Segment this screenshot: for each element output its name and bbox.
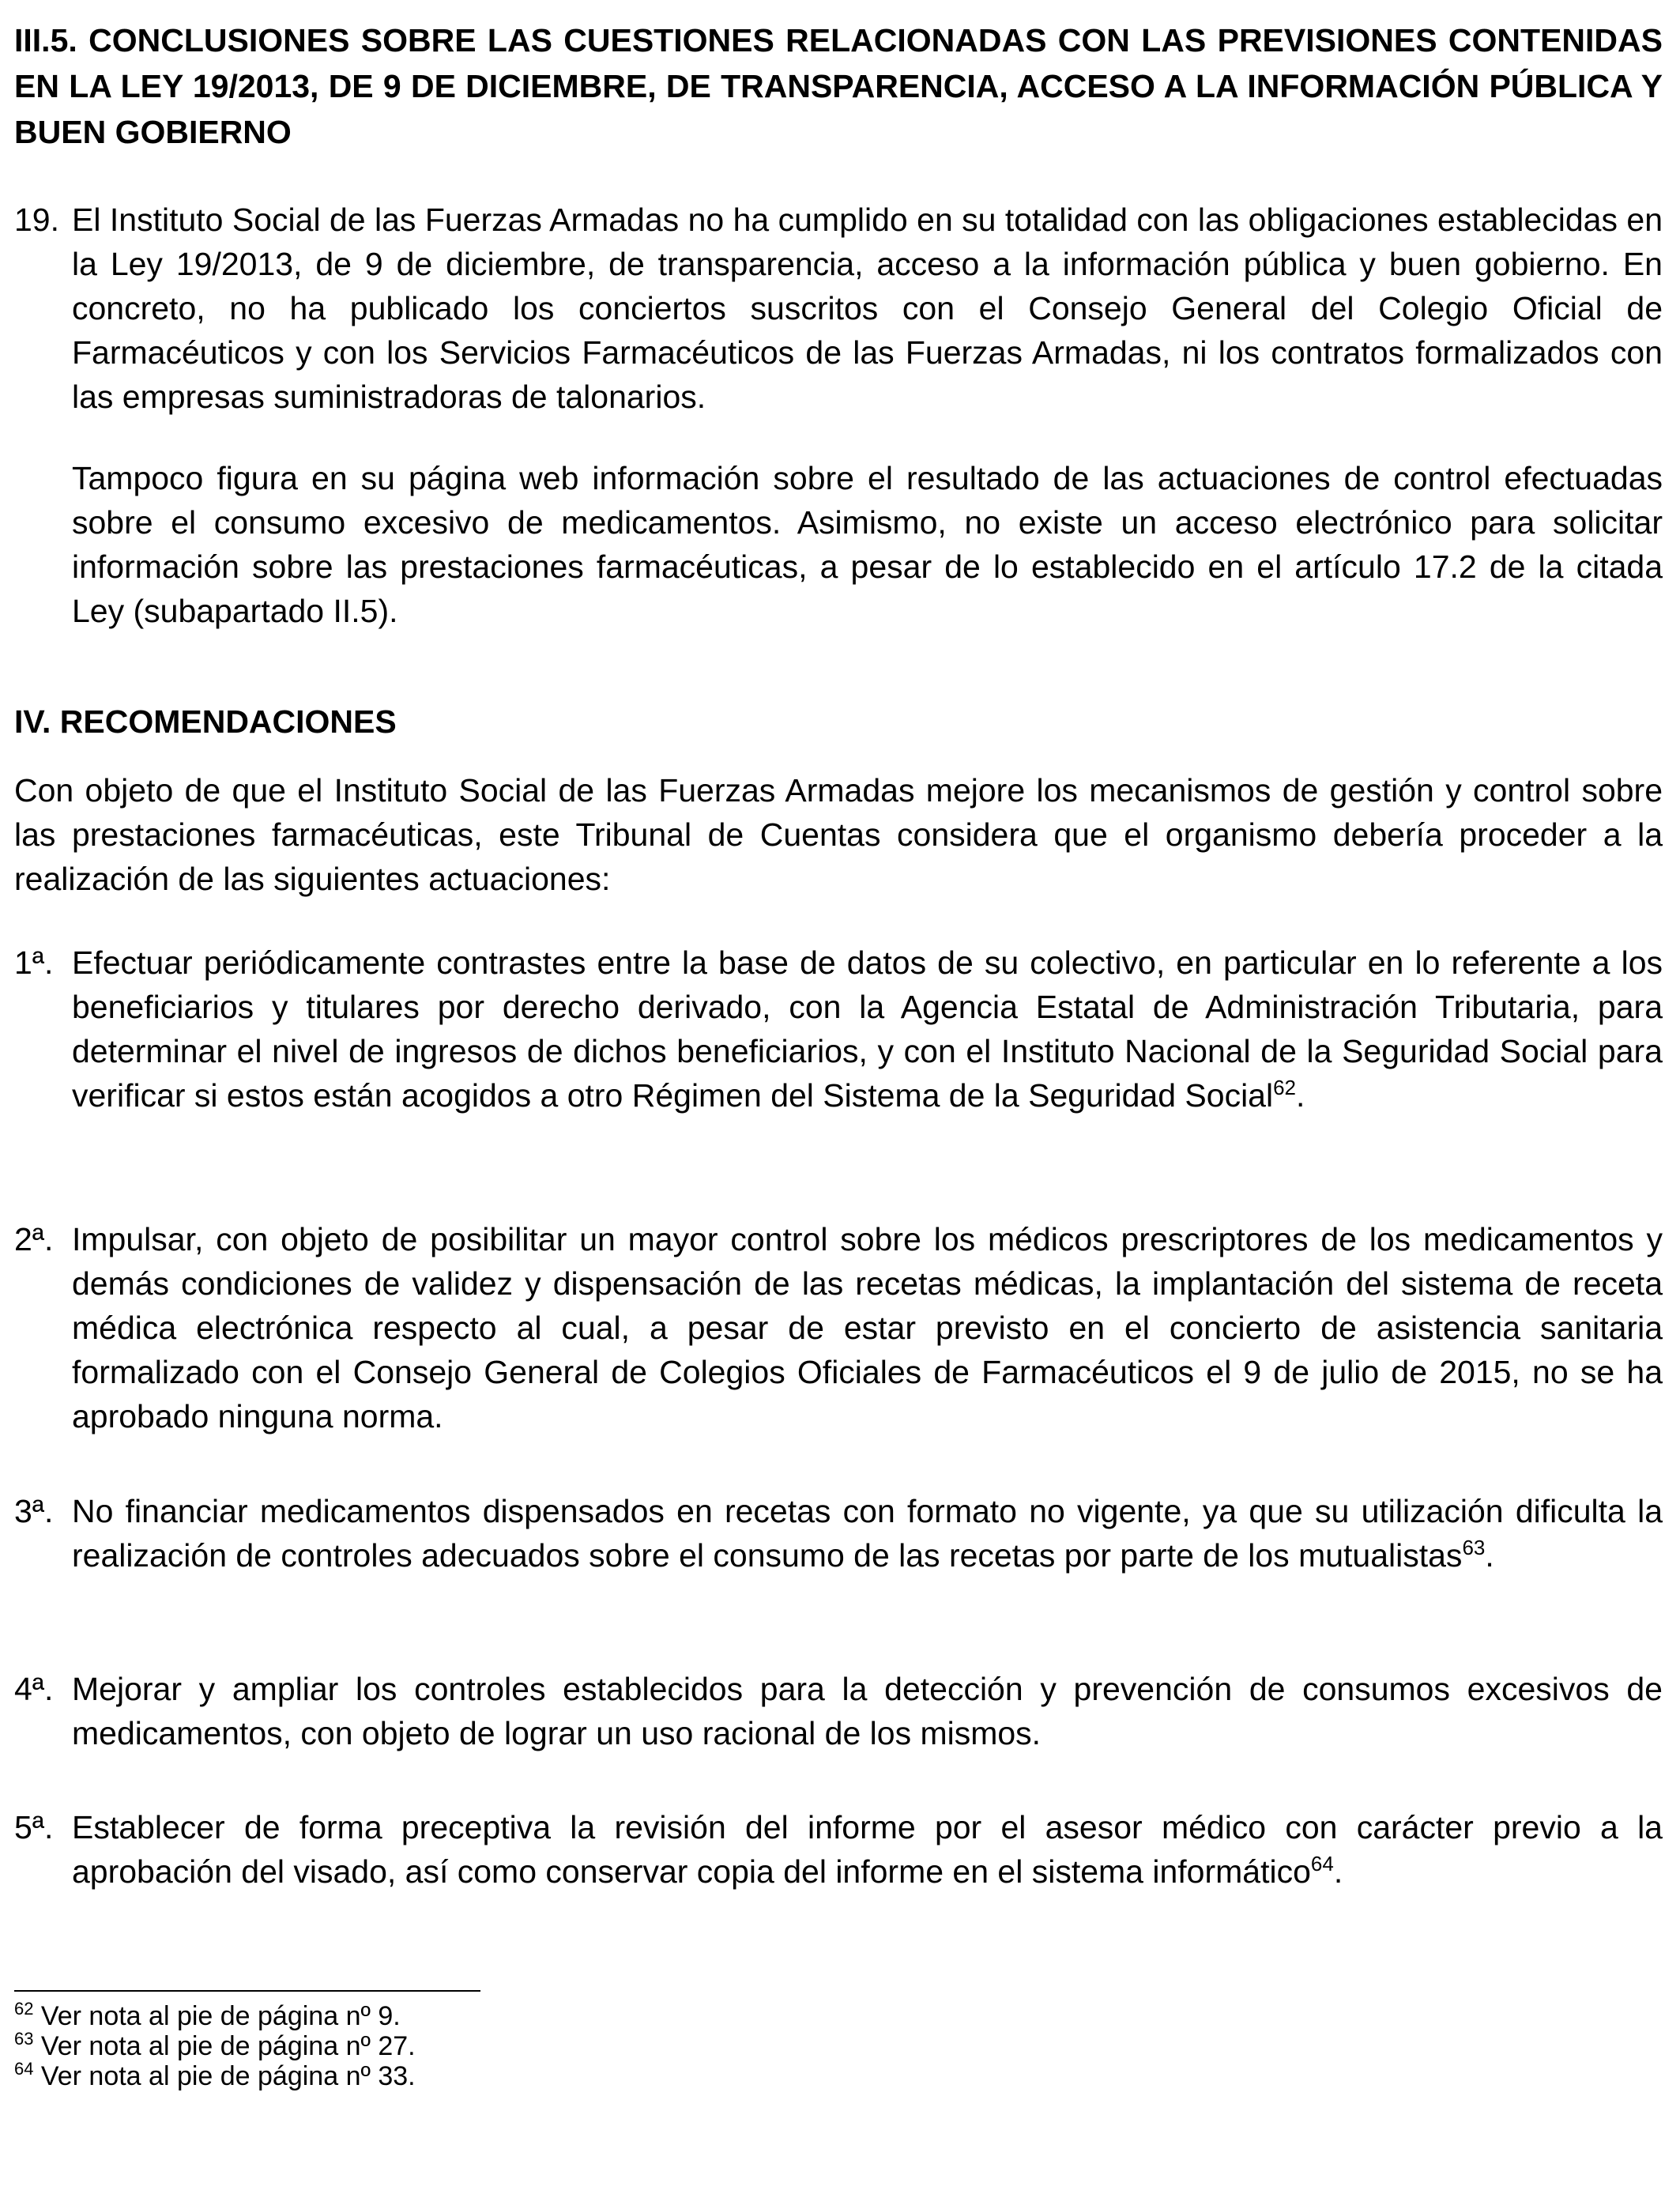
recommendation-item-4 [14, 1667, 1663, 1755]
footnote-mark: 62 [14, 1999, 34, 2019]
footnote-text: Ver nota al pie de página nº 33. [33, 2061, 416, 2091]
footnotes [14, 2001, 962, 2091]
recommendation-number: 4ª. [14, 1671, 54, 1707]
recommendation-item-5 [14, 1805, 1663, 1894]
recommendation-item-3 [14, 1489, 1663, 1578]
recommendations-heading: IV. RECOMENDACIONES [14, 703, 397, 740]
conclusion-text: El Instituto Social de las Fuerzas Armadas no ha cumplido en su totalidad con las obligaciones establecidas en la Ley 19/2013, de 9 de diciembre, de transparencia, acceso a la información pública y buen gobierno. En concreto, no ha publicado los conciertos suscritos con el Consejo General del Colegio Oficial de Farmacéuticos y con los Servicios Farmacéuticos de las Fuerzas Armadas, ni los contratos formalizados con las empresas suministradoras de talonarios. [72, 202, 1663, 415]
recommendation-end: . [1485, 1537, 1494, 1574]
section-heading-iii5: III.5. CONCLUSIONES SOBRE LAS CUESTIONES RELACIONADAS CON LAS PREVISIONES CONTENIDAS EN LA LEY 19/2013, DE 9 DE DICIEMBRE, DE TRANSPARENCIA, ACCESO A LA INFORMACIÓN PÚBLICA Y BUEN GOBIERNO [14, 22, 1663, 150]
footnote-mark: 63 [14, 2029, 34, 2049]
footnote-64 [14, 2061, 962, 2091]
footnote-text: Ver nota al pie de página nº 27. [33, 2031, 416, 2061]
recommendations-intro: Con objeto de que el Instituto Social de las Fuerzas Armadas mejore los mecanismos de gestión y control sobre las prestaciones farmacéuticas, este Tribunal de Cuentas considera que el organismo debería proceder a la realización de las siguientes actuaciones: [14, 772, 1663, 897]
recommendation-text: Mejorar y ampliar los controles establecidos para la detección y prevención de consumos excesivos de medicamentos, con objeto de lograr un uso racional de los mismos. [72, 1671, 1663, 1751]
recommendation-text: Efectuar periódicamente contrastes entre la base de datos de su colectivo, en particular en lo referente a los beneficiarios y titulares por derecho derivado, con la Agencia Estatal de Administración Tributaria, para determinar el nivel de ingresos de dichos beneficiarios, y con el Instituto Nacional de la Seguridad Social para verificar si estos están acogidos a otro Régimen del Sistema de la Seguridad Social [72, 944, 1663, 1114]
recommendation-text: No financiar medicamentos dispensados en recetas con formato no vigente, ya que su utilización dificulta la realización de controles adecuados sobre el consumo de las recetas por parte de los mutualistas [72, 1493, 1663, 1574]
recommendation-number: 2ª. [14, 1221, 54, 1257]
recommendation-item-1 [14, 941, 1663, 1118]
footnote-ref: 63 [1462, 1536, 1486, 1559]
conclusion-19 [14, 198, 1663, 419]
conclusion-19-continuation: Tampoco figura en su página web información sobre el resultado de las actuaciones de control efectuadas sobre el consumo excesivo de medicamentos. Asimismo, no existe un acceso electrónico para solicitar información sobre las prestaciones farmacéuticas, a pesar de lo establecido en el artículo 17.2 de la citada Ley (subapartado II.5). [72, 460, 1663, 629]
recommendation-number: 5ª. [14, 1809, 54, 1845]
footnote-separator [14, 1990, 480, 1992]
footnote-ref: 64 [1310, 1852, 1334, 1875]
recommendation-number: 3ª. [14, 1493, 54, 1529]
footnote-62 [14, 2001, 962, 2031]
footnote-ref: 62 [1273, 1076, 1297, 1099]
recommendation-end: . [1296, 1077, 1305, 1114]
footnote-text: Ver nota al pie de página nº 9. [33, 2001, 401, 2031]
footnote-63 [14, 2031, 962, 2061]
recommendation-text: Establecer de forma preceptiva la revisión del informe por el asesor médico con carácter previo a la aprobación del visado, así como conservar copia del informe en el sistema informático [72, 1809, 1663, 1890]
recommendation-end: . [1333, 1853, 1343, 1890]
recommendation-number: 1ª. [14, 944, 54, 981]
conclusion-number: 19. [14, 202, 59, 238]
footnote-mark: 64 [14, 2059, 34, 2079]
recommendation-item-2 [14, 1217, 1663, 1438]
recommendation-text: Impulsar, con objeto de posibilitar un mayor control sobre los médicos prescriptores de los medicamentos y demás condiciones de validez y dispensación de las recetas médicas, la implantación del sistema de receta médica electrónica respecto al cual, a pesar de estar previsto en el concierto de asistencia sanitaria formalizado con el Consejo General de Colegios Oficiales de Farmacéuticos el 9 de julio de 2015, no se ha aprobado ninguna norma. [72, 1221, 1663, 1434]
